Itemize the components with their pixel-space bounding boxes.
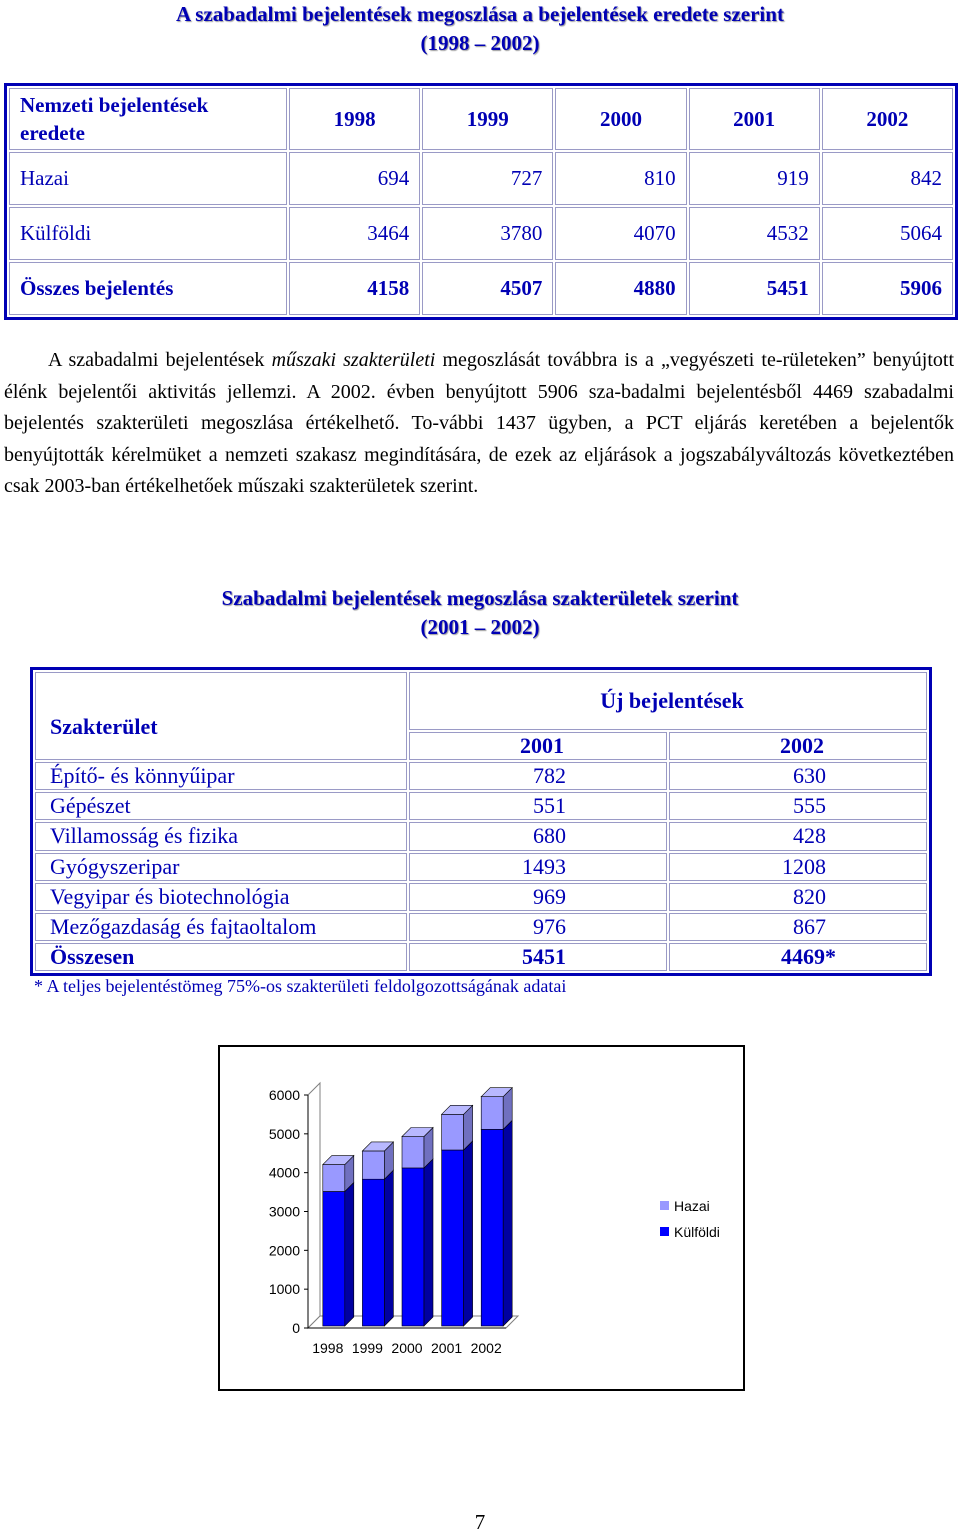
x-tick-label: 1998 xyxy=(312,1340,344,1356)
table-row xyxy=(9,207,953,260)
title-line-2: (2001 – 2002) xyxy=(420,615,540,639)
row-label: Gépészet xyxy=(35,792,407,820)
y-tick-label: 1000 xyxy=(268,1281,300,1298)
section-title-origin xyxy=(0,0,960,58)
legend-label: Külföldi xyxy=(674,1224,720,1240)
paragraph-italic: műszaki szakterületi xyxy=(271,349,436,371)
cell: 630 xyxy=(669,762,927,790)
bar-kulfoldi xyxy=(442,1150,464,1326)
row-label: Építő- és könnyűipar xyxy=(35,762,407,790)
cell: 555 xyxy=(669,792,927,820)
bar-hazai xyxy=(362,1151,384,1179)
cell: 5064 xyxy=(822,207,953,260)
total-row xyxy=(9,262,953,315)
year-header: 2000 xyxy=(555,88,686,150)
bar-kulfoldi xyxy=(481,1129,503,1326)
page-number: 7 xyxy=(474,1510,486,1534)
bar-kulfoldi-side xyxy=(464,1141,473,1326)
row-label: Mezőgazdaság és fajtaoltalom xyxy=(35,913,407,941)
cell: 727 xyxy=(422,152,553,205)
y-tick-label: 2000 xyxy=(268,1242,300,1259)
header-origin: Nemzeti bejelentések eredete xyxy=(9,88,287,150)
origin-table xyxy=(4,83,958,320)
cell: 694 xyxy=(289,152,420,205)
header-new-applications: Új bejelentések xyxy=(409,672,927,730)
year-header: 2001 xyxy=(689,88,820,150)
bar-hazai xyxy=(442,1114,464,1150)
cell: 810 xyxy=(555,152,686,205)
title-line-2: (1998 – 2002) xyxy=(420,31,540,55)
stacked-bar-chart xyxy=(220,1047,743,1389)
legend-swatch xyxy=(660,1201,669,1210)
paragraph-part-2: megoszlását továbbra is a „vegyészeti te-rületeken” benyújtott élénk bejelentői aktivitás jellemzi. A 2002. évben benyújtott 5906 sza-badalmi bejelentésből 4469 szabadalmi bejelentés szakterületi megoszlása értékelhető. To-vábbi 1437 ügyben, a PCT eljárás keretében a bejelentők benyújtották kérelmüket a nemzeti szakasz megindítására, de ezek az eljárások a jogszabályváltozás következtében csak 2003-ban értékelhetőek műszaki szakterületek szerint. xyxy=(4,349,955,497)
table-row xyxy=(35,762,927,790)
title-line-1: Szabadalmi bejelentések megoszlása szakterületek szerint xyxy=(221,586,739,610)
bar-kulfoldi xyxy=(362,1179,384,1326)
row-label: Összes bejelentés xyxy=(9,262,287,315)
cell: 976 xyxy=(409,913,667,941)
cell: 919 xyxy=(689,152,820,205)
table-row xyxy=(35,792,927,820)
table-header-row xyxy=(9,88,953,150)
y-tick-label: 3000 xyxy=(268,1203,300,1220)
field-table xyxy=(30,667,932,976)
x-tick-label: 2001 xyxy=(431,1340,463,1356)
bar-kulfoldi-side xyxy=(384,1170,393,1326)
table-row xyxy=(35,883,927,911)
cell: 1208 xyxy=(669,853,927,881)
cell: 782 xyxy=(409,762,667,790)
table-row xyxy=(35,853,927,881)
cell: 4532 xyxy=(689,207,820,260)
header-field: Szakterület xyxy=(35,672,407,760)
legend-label: Hazai xyxy=(674,1198,710,1214)
bar-hazai xyxy=(323,1165,345,1192)
cell: 3464 xyxy=(289,207,420,260)
bar-kulfoldi-side xyxy=(345,1182,354,1326)
row-label: Hazai xyxy=(9,152,287,205)
legend-swatch xyxy=(660,1227,669,1236)
y-tick-label: 0 xyxy=(292,1320,300,1336)
cell: 680 xyxy=(409,822,667,850)
section-title-fields xyxy=(0,584,960,642)
table-row xyxy=(35,822,927,850)
cell: 428 xyxy=(669,822,927,850)
cell: 4507 xyxy=(422,262,553,315)
x-tick-label: 2002 xyxy=(470,1340,502,1356)
total-row xyxy=(35,943,927,971)
row-label: Összesen xyxy=(35,943,407,971)
cell: 969 xyxy=(409,883,667,911)
cell: 5906 xyxy=(822,262,953,315)
cell: 842 xyxy=(822,152,953,205)
paragraph-part-1: A szabadalmi bejelentések xyxy=(48,349,272,371)
footnote: * A teljes bejelentéstömeg 75%-os szakterületi feldolgozottságának adatai xyxy=(34,976,567,996)
year-header: 2001 xyxy=(409,732,667,760)
bar-kulfoldi xyxy=(323,1191,345,1326)
x-tick-label: 2000 xyxy=(391,1340,423,1356)
cell: 4880 xyxy=(555,262,686,315)
cell: 551 xyxy=(409,792,667,820)
table-row xyxy=(35,913,927,941)
year-header: 1998 xyxy=(289,88,420,150)
year-header: 1999 xyxy=(422,88,553,150)
year-header: 2002 xyxy=(669,732,927,760)
row-label: Villamosság és fizika xyxy=(35,822,407,850)
bar-kulfoldi xyxy=(402,1168,424,1326)
bar-kulfoldi-side xyxy=(503,1120,512,1326)
cell: 4469* xyxy=(669,943,927,971)
y-tick-label: 6000 xyxy=(268,1087,300,1103)
table-header-row xyxy=(35,672,927,730)
cell: 4158 xyxy=(289,262,420,315)
row-label: Külföldi xyxy=(9,207,287,260)
side-wall xyxy=(308,1083,320,1328)
cell: 867 xyxy=(669,913,927,941)
cell: 5451 xyxy=(409,943,667,971)
body-paragraph xyxy=(4,345,954,503)
row-label: Vegyipar és biotechnológia xyxy=(35,883,407,911)
table-row xyxy=(9,152,953,205)
bar-hazai xyxy=(481,1097,503,1130)
row-label: Gyógyszeripar xyxy=(35,853,407,881)
y-tick-label: 4000 xyxy=(268,1164,300,1181)
year-header: 2002 xyxy=(822,88,953,150)
y-tick-label: 5000 xyxy=(268,1125,300,1142)
bar-hazai xyxy=(402,1136,424,1167)
x-tick-label: 1999 xyxy=(351,1340,383,1356)
bar-kulfoldi-side xyxy=(424,1159,433,1326)
title-line-1: A szabadalmi bejelentések megoszlása a bejelentések eredete szerint xyxy=(176,2,784,26)
cell: 4070 xyxy=(555,207,686,260)
chart-frame xyxy=(218,1045,745,1391)
cell: 1493 xyxy=(409,853,667,881)
cell: 3780 xyxy=(422,207,553,260)
cell: 5451 xyxy=(689,262,820,315)
cell: 820 xyxy=(669,883,927,911)
